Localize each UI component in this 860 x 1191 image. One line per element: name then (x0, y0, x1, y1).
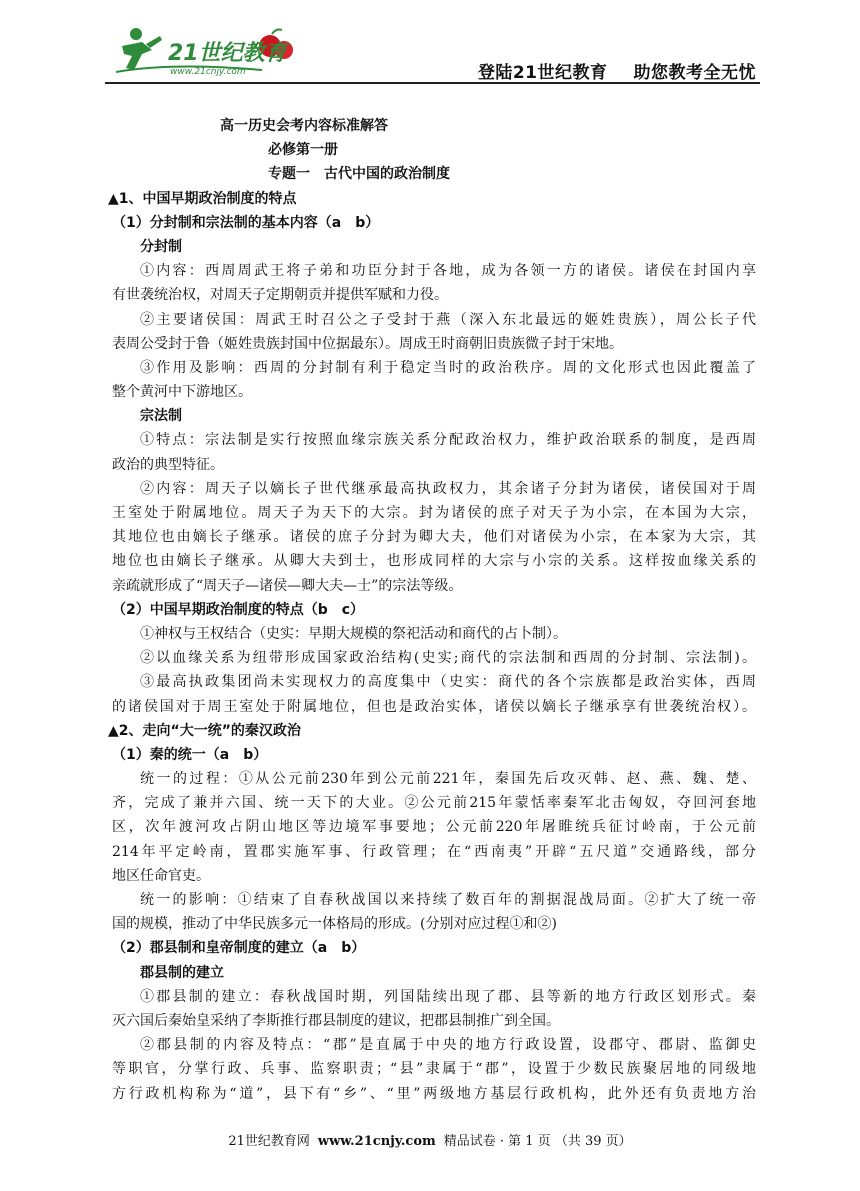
paragraph-line: ②主要诸侯国：周武王时召公之子受封于燕（深入东北最远的姬姓贵族），周公长子代 (140, 311, 756, 328)
page-header (0, 0, 860, 90)
paragraph-line: ③最高执政集团尚未实现权力的高度集中（史实：商代的各个宗族都是政治实体，西周 (140, 674, 756, 691)
paragraph-line: 统一的过程：①从公元前230年到公元前221年，秦国先后攻灭韩、赵、燕、魏、楚、 (140, 771, 756, 788)
subsection-heading: （1）分封制和宗法制的基本内容（a b） (112, 214, 380, 231)
document-title: 高一历史会考内容标准解答 (220, 118, 388, 134)
paragraph-line: 等职官，分掌行政、兵事、监察职责；“县”隶属于“郡”，设置于少数民族聚居地的同级地 (112, 1061, 756, 1078)
section-heading: ▲1、中国早期政治制度的特点 (108, 190, 297, 207)
paragraph-line: 的诸侯国对于周王室处于附属地位，但也是政治实体，诸侯以嫡长子继承享有世袭统治权）。 (112, 698, 756, 715)
paragraph-line: 方行政机构称为“道”，县下有“乡”、“里”两级地方基层行政机构，此外还有负责地方治 (112, 1085, 756, 1102)
paragraph-line: 统一的影响：①结束了自春秋战国以来持续了数百年的割据混战局面。②扩大了统一帝 (140, 892, 756, 908)
page-footer (0, 1130, 860, 1149)
paragraph-line: 214年平定岭南，置郡实施军事、行政管理；在“西南夷”开辟“五尺道”交通路线，部分 (112, 843, 756, 860)
logo-graphic (112, 24, 312, 80)
topic-heading: 郡县制的建立 (140, 964, 224, 981)
paragraph-line: 地位也由嫡长子继承。从卿大夫到士，也形成同样的大宗与小宗的关系。这样按血缘关系的 (112, 553, 756, 570)
footer-url[interactable]: www.21cnjy.com (317, 1134, 436, 1149)
paragraph-line: 灭六国后秦始皇采纳了李斯推行郡县制度的建议，把郡县制推广到全国。 (112, 1012, 560, 1029)
paragraph-line: 齐，完成了兼并六国、统一天下的大业。②公元前215年蒙恬率秦军北击匈奴，夺回河套地 (112, 795, 756, 812)
paragraph-line: 有世袭统治权，对周天子定期朝贡并提供军赋和力役。 (112, 287, 448, 304)
paragraph-line: 政治的典型特征。 (112, 456, 224, 473)
paragraph-line: ①郡县制的建立：春秋战国时期，列国陆续出现了郡、县等新的地方行政区划形式。秦 (140, 988, 756, 1005)
paragraph-line: 国的规模，推动了中华民族多元一体格局的形成。(分别对应过程①和②) (112, 916, 557, 933)
document-body (108, 114, 756, 1106)
paragraph-line: ①内容：西周周武王将子弟和功臣分封于各地，成为各领一方的诸侯。诸侯在封国内享 (140, 263, 756, 280)
paragraph-line: 王室处于附属地位。周天子为天下的大宗。封为诸侯的庶子对天子为小宗，在本国为大宗， (112, 505, 756, 521)
paragraph-line: 表周公受封于鲁（姬姓贵族封国中位据最东）。周成王时商朝旧贵族微子封于宋地。 (112, 335, 623, 352)
logo-text: 21世纪教育 (168, 41, 287, 66)
paragraph-line: 其地位也由嫡长子继承。诸侯的庶子分封为卿大夫，他们对诸侯为小宗，在本家为大宗，其 (112, 529, 756, 546)
paragraph-line: ③作用及影响：西周的分封制有利于稳定当时的政治秩序。周的文化形式也因此覆盖了 (140, 359, 756, 376)
subsection-heading: （1）秦的统一（a b） (112, 746, 268, 763)
logo-url: www.21cnjy.com (170, 67, 246, 77)
footer-site: 21世纪教育网 (228, 1134, 310, 1149)
topic-heading: 宗法制 (140, 408, 182, 425)
slogan-right: 助您教考全无忧 (633, 63, 756, 83)
footer-page-info: 精品试卷 · 第 1 页 （共 39 页） (443, 1134, 632, 1149)
paragraph-line: 区，次年渡河攻占阴山地区等边境军事要地；公元前220年屠睢统兵征讨岭南，于公元前 (112, 819, 756, 836)
subsection-heading: （2）中国早期政治制度的特点（b c） (112, 601, 365, 618)
subsection-heading: （2）郡县制和皇帝制度的建立（a b） (112, 940, 366, 957)
topic-heading: 分封制 (140, 238, 182, 255)
paragraph-line: ①特点：宗法制是实行按照血缘宗族关系分配政治权力，维护政治联系的制度，是西周 (140, 432, 756, 449)
header-slogan (478, 58, 756, 83)
document-subtitle: 必修第一册 (268, 142, 338, 159)
paragraph-line: ②以血缘关系为纽带形成国家政治结构(史实;商代的宗法制和西周的分封制、宗法制)。 (140, 650, 756, 667)
header-divider (105, 82, 760, 84)
paragraph-line: 亲疏就形成了“周天子—诸侯—卿大夫—士”的宗法等级。 (112, 577, 463, 594)
paragraph-line: ②内容：周天子以嫡长子世代继承最高执政权力，其余诸子分封为诸侯，诸侯国对于周 (140, 480, 756, 497)
paragraph-line: ①神权与王权结合（史实：早期大规模的祭祀活动和商代的占卜制）。 (140, 625, 567, 642)
logo (112, 24, 312, 80)
section-heading: ▲2、走向“大一统”的秦汉政治 (108, 722, 301, 739)
slogan-left: 登陆21世纪教育 (477, 63, 608, 83)
chapter-heading: 专题一 古代中国的政治制度 (268, 166, 450, 183)
paragraph-line: 整个黄河中下游地区。 (112, 384, 252, 401)
paragraph-line: 地区任命官吏。 (112, 867, 210, 884)
paragraph-line: ②郡县制的内容及特点：“郡”是直属于中央的地方行政设置，设郡守、郡尉、监御史 (140, 1037, 756, 1054)
